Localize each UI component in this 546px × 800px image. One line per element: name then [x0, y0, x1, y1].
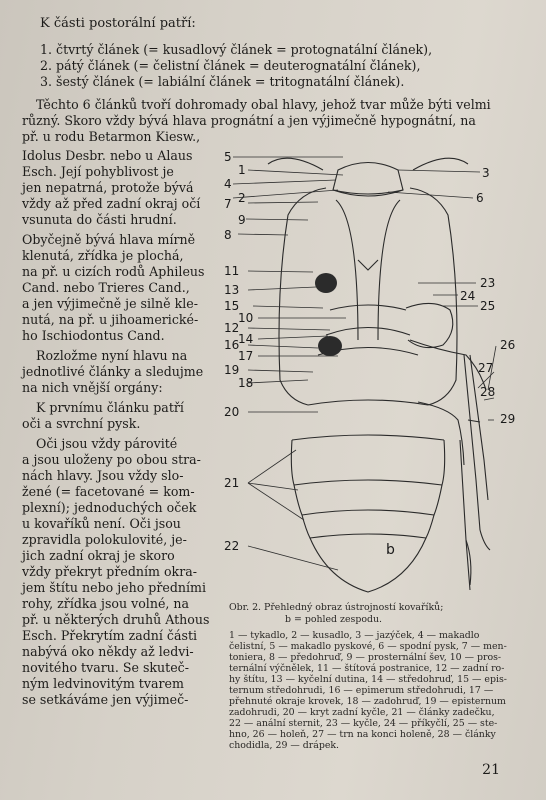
figure-label: 8 — [224, 228, 232, 242]
legend-line: hno, 26 — holeň, 27 — trn na konci holeně, 28 — články — [229, 729, 496, 740]
paragraph-line: př. u rodu Betarmon Kiesw., — [22, 129, 201, 144]
list-item: 2. pátý článek (= čelistní článek = deuterognatální článek), — [40, 58, 421, 73]
paragraph-line: různý. Skoro vždy bývá hlava prognátní a jen výjimečně hypognátní, na — [22, 113, 476, 128]
legend-line: chodidla, 29 — drápek. — [229, 740, 340, 751]
column-line: Cand. nebo Trieres Cand., — [22, 280, 190, 295]
figure-label: 3 — [482, 166, 490, 180]
figure-label: 24 — [460, 289, 476, 303]
column-line: Oči jsou vždy párovité — [36, 436, 178, 451]
figure-label: 2 — [238, 191, 246, 205]
figure-label: 26 — [500, 338, 516, 352]
column-line: oči a svrchní pysk. — [22, 416, 141, 431]
figure-label: 10 — [238, 311, 254, 325]
figure-label: 4 — [224, 177, 232, 191]
figure-label: 14 — [238, 332, 254, 346]
column-line: na nich vnější orgány: — [22, 380, 163, 395]
figure-label: 28 — [480, 385, 496, 399]
column-line: Esch. Její pohyblivost je — [22, 164, 174, 179]
figure-label: 20 — [224, 405, 240, 419]
column-line: novitého tvaru. Se skuteč- — [22, 660, 189, 675]
column-line: Idolus Desbr. nebo u Alaus — [22, 148, 193, 163]
legend-line: 22 — anální sternit, 23 — kyčle, 24 — příkyčlí, 25 — ste- — [229, 718, 498, 729]
legend-line: toniera, 8 — předohruď, 9 — prosternální šev, 10 — pros- — [229, 652, 502, 663]
column-line: se setkáváme jen výjimeč- — [22, 692, 189, 707]
column-line: u kovaříků není. Oči jsou — [22, 516, 181, 531]
column-line: Obyčejně bývá hlava mírně — [22, 232, 196, 247]
figure-label: 16 — [224, 338, 240, 352]
column-line: př. u některých druhů Athous — [22, 612, 210, 627]
figure-label: 7 — [224, 197, 232, 211]
column-line: jich zadní okraj je skoro — [22, 548, 175, 563]
figure-label: 17 — [238, 349, 254, 363]
legend-line: hy štítu, 13 — kyčelní dutina, 14 — středohruď, 15 — epis- — [229, 674, 507, 685]
figure-caption-title: Obr. 2. Přehledný obraz ústrojností kovaříků; — [229, 602, 444, 613]
legend-line: zadohrudi, 20 — kryt zadní kyčle, 21 — články zadečku, — [229, 707, 495, 718]
column-line: rohy, zřídka jsou volné, na — [22, 596, 190, 611]
legend-line: 1 — tykadlo, 2 — kusadlo, 3 — jazýček, 4 — makadlo — [229, 630, 480, 641]
legend-line: ternální výčnělek, 11 — štítová postranice, 12 — zadní ro- — [229, 663, 505, 674]
figure-caption-subtitle: b = pohled zespodu. — [285, 614, 382, 625]
figure-label: 25 — [480, 299, 496, 313]
column-line: jednotlivé články a sledujme — [22, 364, 204, 379]
page-number: 21 — [482, 762, 500, 778]
section-heading: K části postorální patří: — [40, 16, 196, 31]
figure-label: 23 — [480, 276, 496, 290]
figure-label: 1 — [238, 163, 246, 177]
figure-label: 29 — [500, 412, 516, 426]
column-line: a jsou uloženy po obou stra- — [22, 452, 201, 467]
column-line: plexní); jednoduchých oček — [22, 500, 197, 515]
figure-label: 6 — [476, 191, 484, 205]
legend-line: přehnuté okraje krovek, 18 — zadohruď, 19 — episternum — [229, 696, 506, 707]
figure-label: 22 — [224, 539, 240, 553]
column-line: vsunuta do části hrudní. — [22, 212, 177, 227]
figure-view-label: b — [386, 542, 395, 558]
column-line: na př. u cizích rodů Aphileus — [22, 264, 205, 279]
column-line: jen nepatrná, protože bývá — [22, 180, 194, 195]
beetle-figure — [218, 140, 518, 600]
figure-label: 27 — [478, 361, 494, 375]
figure-label: 15 — [224, 299, 240, 313]
column-line: ho Ischiodontus Cand. — [22, 328, 165, 343]
column-line: žené (= facetované = kom- — [22, 484, 195, 499]
column-line: klenutá, zřídka je plochá, — [22, 248, 184, 263]
paragraph-line: Těchto 6 článků tvoří dohromady obal hlavy, jehož tvar může býti velmi — [36, 97, 491, 112]
column-line: jem štítu nebo jeho předními — [22, 580, 206, 595]
figure-label: 9 — [238, 213, 246, 227]
figure-label: 5 — [224, 150, 232, 164]
column-line: nutá, na př. u jihoamerické- — [22, 312, 199, 327]
column-line: nách hlavy. Jsou vždy slo- — [22, 468, 184, 483]
column-line: Esch. Překrytím zadní části — [22, 628, 198, 643]
column-line: vždy překryt předním okra- — [22, 564, 197, 579]
legend-line: čelistní, 5 — makadlo pyskové, 6 — spodní pysk, 7 — men- — [229, 641, 507, 652]
figure-label: 12 — [224, 321, 240, 335]
column-line: vždy až před zadní okraj očí — [22, 196, 201, 211]
figure-label: 13 — [224, 283, 240, 297]
figure-label: 18 — [238, 376, 254, 390]
figure-label: 11 — [224, 264, 240, 278]
column-line: a jen výjimečně je silně kle- — [22, 296, 198, 311]
legend-line: ternum středohrudi, 16 — epimerum středohrudi, 17 — — [229, 685, 494, 696]
list-item: 1. čtvrtý článek (= kusadlový článek = protognatální článek), — [40, 42, 433, 57]
column-line: ným ledvinovitým tvarem — [22, 676, 184, 691]
column-line: Rozložme nyní hlavu na — [36, 348, 188, 363]
figure-label: 19 — [224, 363, 240, 377]
column-line: zpravidla polokulovité, je- — [22, 532, 187, 547]
figure-label: 21 — [224, 476, 240, 490]
column-line: nabývá oko někdy až ledvi- — [22, 644, 194, 659]
list-item: 3. šestý článek (= labiální článek = tritognatální článek). — [40, 74, 405, 89]
column-line: K prvnímu článku patří — [36, 400, 184, 415]
